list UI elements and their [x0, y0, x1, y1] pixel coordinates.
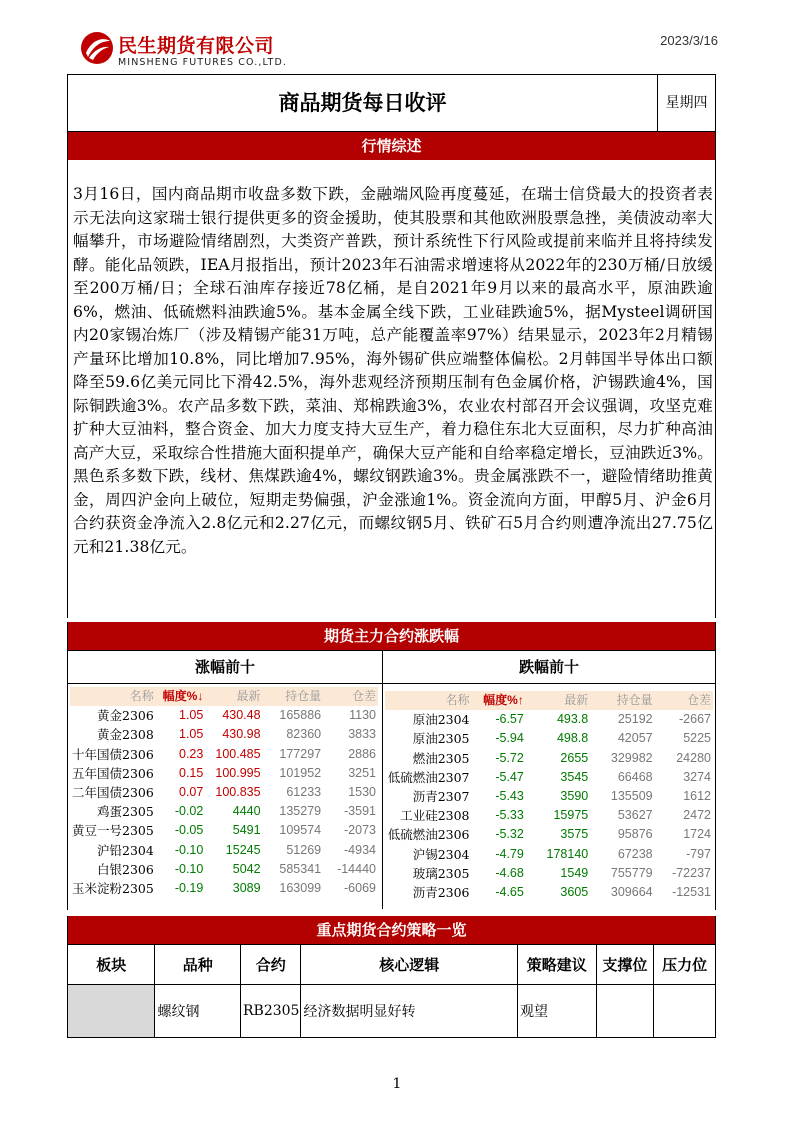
section-bar-strategy: 重点期货合约策略一览	[67, 916, 716, 944]
cell-delta: -2667	[679, 712, 711, 727]
cell-last: 2655	[560, 750, 589, 765]
table-row	[385, 825, 713, 844]
strategy-logic: 经济数据明显好转	[301, 985, 518, 1038]
contract-name: 沥青2306	[412, 885, 470, 901]
gainers-panel	[68, 651, 383, 909]
losers-header-row	[385, 691, 713, 710]
cell-delta: -72237	[672, 865, 711, 880]
cell-chg: -0.10	[174, 861, 204, 876]
gainers-header-row	[70, 687, 378, 706]
cell-delta: -2073	[344, 823, 376, 838]
contract-name: 玻璃2305	[412, 865, 470, 881]
cell-last: 3575	[560, 827, 589, 842]
table-row	[385, 729, 713, 748]
cell-chg: -0.05	[174, 823, 204, 838]
strategy-contract: RB2305	[240, 985, 300, 1038]
company-logo	[80, 31, 310, 71]
strategy-col-header: 策略建议	[518, 945, 597, 985]
table-row	[385, 749, 713, 768]
cell-chg: 0.07	[179, 785, 204, 800]
cell-chg: -5.47	[495, 769, 524, 784]
col-oi-header: 持仓量	[590, 691, 654, 710]
report-title: 商品期货每日收评	[68, 75, 658, 131]
strategy-advice: 观望	[518, 985, 597, 1038]
table-row	[70, 821, 378, 840]
cell-chg: -4.79	[495, 846, 524, 861]
cell-delta: -797	[685, 846, 711, 861]
contract-name: 五年国债2306	[72, 765, 154, 781]
cell-chg: -5.33	[495, 808, 524, 823]
cell-delta: -14440	[337, 861, 376, 876]
cell-oi: 61233	[286, 785, 322, 800]
cell-last: 5491	[232, 823, 261, 838]
cell-last: 178140	[546, 846, 589, 861]
col-name-header: 名称	[70, 687, 156, 706]
table-row	[68, 985, 716, 1038]
table-row	[385, 710, 713, 729]
losers-title: 跌幅前十	[383, 651, 715, 684]
company-name-en: MINSHENG FUTURES CO.,LTD.	[118, 57, 287, 68]
cell-delta: 3833	[348, 727, 376, 742]
strategy-col-header: 板块	[68, 945, 155, 985]
col-last-header: 最新	[526, 691, 590, 710]
strategy-resistance	[654, 985, 716, 1038]
gainers-title: 涨幅前十	[68, 651, 382, 684]
cell-oi: 101952	[279, 765, 322, 780]
contract-name: 工业硅2308	[400, 808, 470, 824]
cell-chg: -4.65	[495, 885, 524, 900]
gainers-table	[70, 687, 378, 898]
cell-chg: 0.15	[179, 765, 204, 780]
table-row	[70, 860, 378, 879]
losers-table	[385, 691, 713, 902]
cell-delta: 2472	[683, 808, 711, 823]
company-name-cn: 民生期货有限公司	[118, 35, 275, 57]
cell-delta: 1530	[348, 785, 376, 800]
cell-chg: -6.57	[495, 712, 524, 727]
cell-oi: 309664	[610, 885, 653, 900]
cell-last: 1549	[560, 865, 589, 880]
cell-delta: 1724	[683, 827, 711, 842]
cell-last: 100.835	[215, 785, 261, 800]
cell-last: 3590	[560, 789, 589, 804]
cell-delta: -4934	[344, 842, 376, 857]
table-row	[70, 783, 378, 802]
cell-last: 100.485	[215, 746, 261, 761]
weekday: 星期四	[665, 95, 708, 111]
cell-oi: 163099	[279, 881, 322, 896]
cell-oi: 177297	[279, 746, 322, 761]
cell-chg: 0.23	[179, 746, 204, 761]
cell-chg: -5.43	[495, 789, 524, 804]
col-change-header: 幅度%↓	[156, 687, 206, 706]
cell-oi: 109574	[279, 823, 322, 838]
cell-delta: 3274	[683, 769, 711, 784]
cell-chg: -0.19	[174, 881, 204, 896]
strategy-sector	[68, 985, 155, 1038]
cell-delta: -3591	[344, 804, 376, 819]
cell-delta: 1130	[349, 708, 376, 723]
strategy-col-header: 品种	[155, 945, 241, 985]
col-oi-header: 持仓量	[263, 687, 324, 706]
col-last-header: 最新	[205, 687, 262, 706]
cell-last: 15975	[553, 808, 589, 823]
contract-name: 鸡蛋2305	[97, 804, 154, 820]
col-name-header: 名称	[385, 691, 472, 710]
cell-last: 498.8	[556, 731, 589, 746]
cell-last: 15245	[225, 842, 261, 857]
contract-name: 白银2306	[97, 861, 154, 877]
contract-name: 二年国债2306	[72, 785, 154, 801]
cell-chg: -0.02	[174, 804, 204, 819]
contract-name: 黄金2308	[97, 727, 154, 743]
table-row	[385, 883, 713, 902]
cell-oi: 51269	[286, 842, 322, 857]
cell-last: 493.8	[556, 712, 589, 727]
contract-name: 原油2305	[412, 731, 470, 747]
cell-last: 430.98	[222, 727, 261, 742]
table-row	[385, 806, 713, 825]
cell-oi: 25192	[617, 712, 653, 727]
contract-name: 低硫燃油2307	[387, 769, 470, 785]
cell-oi: 66468	[617, 769, 653, 784]
page-header	[0, 0, 794, 75]
cell-chg: 1.05	[179, 727, 204, 742]
cell-oi: 329982	[610, 750, 653, 765]
cell-oi: 53627	[617, 808, 653, 823]
cell-oi: 95876	[617, 827, 653, 842]
cell-delta: 3251	[348, 765, 376, 780]
cell-chg: -0.10	[174, 842, 204, 857]
cell-chg: -5.32	[495, 827, 524, 842]
cell-delta: 1612	[683, 789, 711, 804]
contract-name: 沥青2307	[412, 789, 470, 805]
market-summary-box	[67, 160, 716, 618]
cell-delta: -6069	[344, 881, 376, 896]
strategy-header-row	[68, 945, 716, 985]
cell-oi: 135279	[279, 804, 322, 819]
cell-oi: 82360	[286, 727, 322, 742]
cell-delta: 24280	[676, 750, 711, 765]
table-row	[70, 706, 378, 725]
losers-panel	[383, 651, 715, 909]
movers-panel	[67, 650, 716, 910]
cell-last: 3605	[560, 885, 589, 900]
table-row	[70, 841, 378, 860]
table-row	[70, 745, 378, 764]
strategy-col-header: 核心逻辑	[301, 945, 518, 985]
market-summary-text: 3月16日，国内商品期市收盘多数下跌，金融端风险再度蔓延，在瑞士信贷最大的投资者表示无法向这家瑞士银行提供更多的资金援助，使其股票和其他欧洲股票急挫，美债波动率大幅攀升，市场避险情绪剧烈，大类资产普跌，预计系统性下行风险或提前来临并且将持续发酵。能化品领跌，IEA月报指出，预计2023年石油需求增速将从2022年的230万桶/日放缓至200万桶/日；全球石油库存接近78亿桶，是自2021年9月以来的最高水平，原油跌逾6%，燃油、低硫燃料油跌逾5%。基本金属全线下跌，工业硅跌逾5%，据Mysteel调研国内20家锡冶炼厂（涉及精锡产能31万吨，总产能覆盖率97%）结果显示，2023年2月精锡产量环比增加10.8%，同比增加7.95%，海外锡矿供应端整体偏松。2月韩国半导体出口额降至59.6亿美元同比下滑42.5%，海外悲观经济预期压制有色金属价格，沪锡跌逾4%，国际铜跌逾3%。农产品多数下跌，菜油、郑棉跌逾3%，农业农村部召开会议强调，攻坚克难扩种大豆油料，整合资金、加大力度支持大豆生产，着力稳住东北大豆面积，尽力扩种高油高产大豆，采取综合性措施大面积提单产，确保大豆产能和自给率稳定增长，豆油跌近3%。黑色系多数下跌，线材、焦煤跌逾4%，螺纹钢跌逾3%。贵金属涨跌不一，避险情绪助推黄金，周四沪金向上破位，短期走势偏强，沪金涨逾1%。资金流向方面，甲醇5月、沪金6月合约获资金净流入2.8亿元和2.27亿元，而螺纹钢5月、铁矿石5月合约则遭净流出27.75亿元和21.38亿元。	[73, 185, 713, 556]
cell-delta: -12531	[672, 885, 711, 900]
section-bar-summary: 行情综述	[67, 132, 716, 160]
cell-last: 3089	[232, 881, 261, 896]
cell-delta: 5225	[683, 731, 711, 746]
table-row	[385, 864, 713, 883]
page-number: 1	[392, 1076, 402, 1092]
cell-oi: 42057	[617, 731, 653, 746]
minsheng-logo-icon	[80, 31, 114, 65]
contract-name: 黄豆一号2305	[72, 823, 154, 839]
contract-name: 沪铅2304	[97, 842, 154, 858]
cell-last: 3545	[560, 769, 589, 784]
strategy-col-header: 支撑位	[596, 945, 654, 985]
cell-chg: -4.68	[495, 865, 524, 880]
contract-name: 玉米淀粉2305	[72, 881, 154, 897]
cell-chg: 1.05	[179, 708, 204, 723]
table-row	[385, 787, 713, 806]
table-row	[70, 764, 378, 783]
contract-name: 十年国债2306	[72, 746, 154, 762]
table-row	[385, 845, 713, 864]
cell-oi: 755779	[610, 865, 653, 880]
report-date: 2023/3/16	[660, 33, 718, 48]
contract-name: 原油2304	[412, 712, 470, 728]
cell-delta: 2886	[348, 746, 376, 761]
cell-oi: 165886	[279, 708, 322, 723]
contract-name: 沪锡2304	[412, 846, 470, 862]
cell-chg: -5.72	[495, 750, 524, 765]
contract-name: 燃油2305	[412, 750, 470, 766]
table-row	[70, 879, 378, 898]
strategy-variety: 螺纹钢	[155, 985, 241, 1038]
cell-chg: -5.94	[495, 731, 524, 746]
cell-last: 4440	[232, 804, 261, 819]
col-change-header: 幅度%↑	[472, 691, 526, 710]
cell-last: 100.995	[215, 765, 261, 780]
contract-name: 黄金2306	[97, 708, 154, 724]
table-row	[70, 725, 378, 744]
section-bar-movers: 期货主力合约涨跌幅	[67, 622, 716, 650]
col-oi-change-header: 仓差	[655, 691, 713, 710]
strategy-col-header: 压力位	[654, 945, 716, 985]
cell-oi: 67238	[617, 846, 653, 861]
table-row	[70, 802, 378, 821]
table-row	[385, 768, 713, 787]
col-oi-change-header: 仓差	[323, 687, 378, 706]
cell-last: 430.48	[222, 708, 261, 723]
cell-oi: 585341	[279, 861, 322, 876]
strategy-table	[67, 944, 716, 1038]
cell-last: 5042	[232, 861, 261, 876]
strategy-support	[596, 985, 654, 1038]
title-row	[67, 74, 716, 132]
contract-name: 低硫燃油2306	[387, 827, 470, 843]
cell-oi: 135509	[610, 789, 653, 804]
strategy-col-header: 合约	[240, 945, 300, 985]
